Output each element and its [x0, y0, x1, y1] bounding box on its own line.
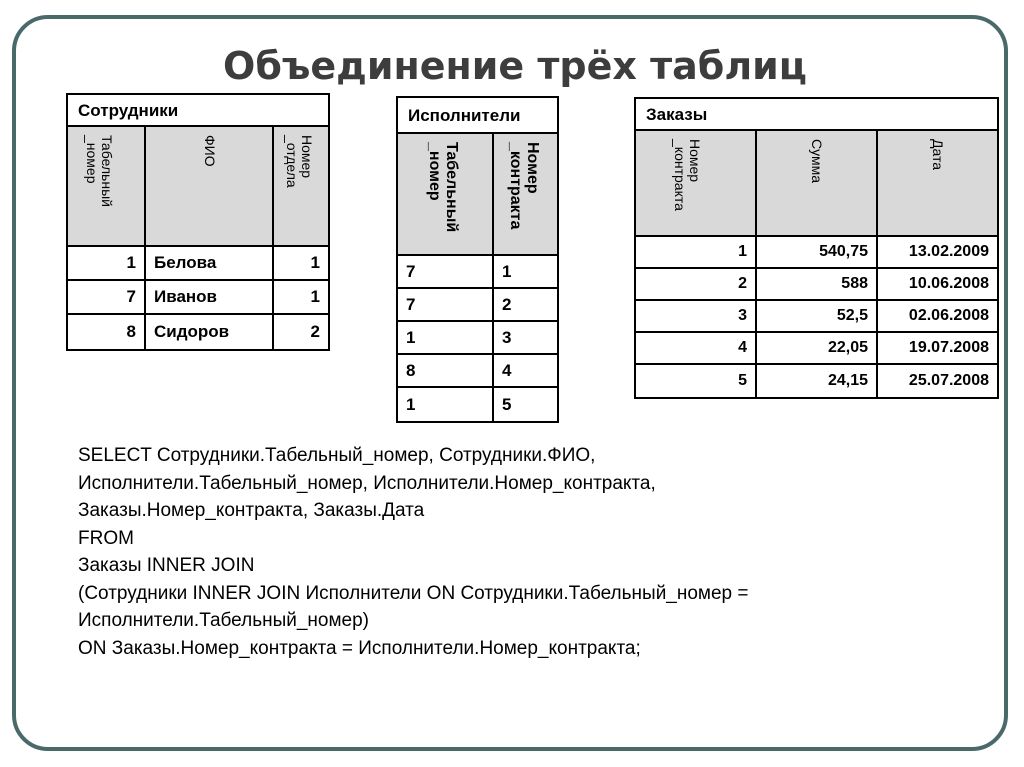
table-cell: 1 [310, 287, 320, 306]
table-cell: 1 [310, 253, 320, 272]
orders-header-sum-text: Сумма [809, 139, 825, 183]
table-cell: 2 [502, 294, 512, 314]
table-cell: 24,15 [757, 365, 878, 397]
employees-header-dept [274, 127, 328, 245]
orders-table [634, 97, 999, 399]
table-cell: 3 [502, 327, 512, 347]
employees-header-tabnum-text: Табельный _номер [84, 135, 115, 207]
table-row [636, 365, 997, 397]
employees-header-fio [146, 127, 274, 245]
executors-table [396, 96, 559, 423]
table-cell: 7 [68, 281, 146, 313]
table-cell: 7 [398, 256, 494, 287]
table-cell: 540,75 [757, 237, 878, 267]
table-row [636, 301, 997, 333]
table-cell: 13.02.2009 [908, 243, 989, 260]
orders-header-sum [757, 131, 878, 235]
table-cell: 5 [636, 365, 757, 397]
employees-header-dept-text: Номер _отдела [284, 135, 315, 188]
table-row [398, 289, 557, 322]
executors-header-contract [494, 134, 557, 254]
table-row [68, 315, 328, 349]
table-cell: 588 [757, 269, 878, 299]
orders-header-contract-text: Номер _контракта [672, 139, 703, 211]
table-cell: 2 [310, 322, 320, 341]
table-cell: 1 [398, 322, 494, 353]
orders-header-date [878, 131, 997, 235]
table-cell: 1 [636, 237, 757, 267]
orders-table-name: Заказы [636, 99, 997, 131]
executors-header-row [398, 134, 557, 256]
table-row [398, 322, 557, 355]
table-row [68, 247, 328, 281]
sql-line: Исполнители.Табельный_номер, Исполнители.Номер_контракта, [78, 472, 656, 494]
table-cell: 1 [68, 247, 146, 279]
employees-header-row [68, 127, 328, 247]
table-cell: 8 [68, 315, 146, 349]
sql-line: Заказы.Номер_контракта, Заказы.Дата [78, 500, 425, 521]
sql-line: Исполнители.Табельный_номер) [78, 610, 370, 631]
table-cell: 7 [398, 289, 494, 320]
table-cell: 4 [502, 360, 512, 380]
table-cell: 4 [636, 333, 757, 363]
slide-title: Объединение трёх таблиц [223, 44, 807, 88]
table-row [68, 281, 328, 315]
sql-query [78, 442, 749, 662]
executors-header-tabnum-text: Табельный _номер [426, 142, 460, 233]
employees-table-name: Сотрудники [68, 95, 328, 127]
table-row [636, 269, 997, 301]
orders-header-date-text: Дата [930, 139, 946, 171]
table-row [398, 355, 557, 388]
table-cell: 19.07.2008 [908, 339, 989, 356]
table-cell: Белова [146, 247, 274, 279]
orders-header-row [636, 131, 997, 237]
table-cell: Сидоров [146, 315, 274, 349]
table-cell: 3 [636, 301, 757, 331]
employees-table [66, 93, 330, 351]
table-cell: 02.06.2008 [908, 307, 989, 324]
sql-line: SELECT Сотрудники.Табельный_номер, Сотрудники.ФИО, [78, 445, 596, 466]
table-cell: 25.07.2008 [908, 372, 989, 389]
table-cell: 2 [636, 269, 757, 299]
table-cell: 22,05 [757, 333, 878, 363]
executors-table-name: Исполнители [398, 98, 557, 134]
employees-header-fio-text: ФИО [202, 135, 218, 167]
orders-header-contract [636, 131, 757, 235]
sql-line: (Сотрудники INNER JOIN Исполнители ON Сотрудники.Табельный_номер = [78, 582, 749, 604]
table-cell: 1 [398, 388, 494, 421]
employees-header-tabnum [68, 127, 146, 245]
sql-line: ON Заказы.Номер_контракта = Исполнители.Номер_контракта; [78, 637, 641, 659]
executors-header-contract-text: Номер _контракта [507, 142, 541, 230]
table-row [636, 237, 997, 269]
table-cell: 10.06.2008 [908, 275, 989, 292]
sql-line: FROM [78, 527, 134, 549]
table-row [636, 333, 997, 365]
table-cell: 52,5 [757, 301, 878, 331]
sql-line: Заказы INNER JOIN [78, 555, 255, 576]
executors-header-tabnum [398, 134, 494, 254]
table-cell: Иванов [146, 281, 274, 313]
table-row [398, 388, 557, 421]
table-row [398, 256, 557, 289]
table-cell: 1 [502, 261, 512, 281]
table-cell: 8 [398, 355, 494, 386]
table-cell: 5 [502, 394, 512, 414]
